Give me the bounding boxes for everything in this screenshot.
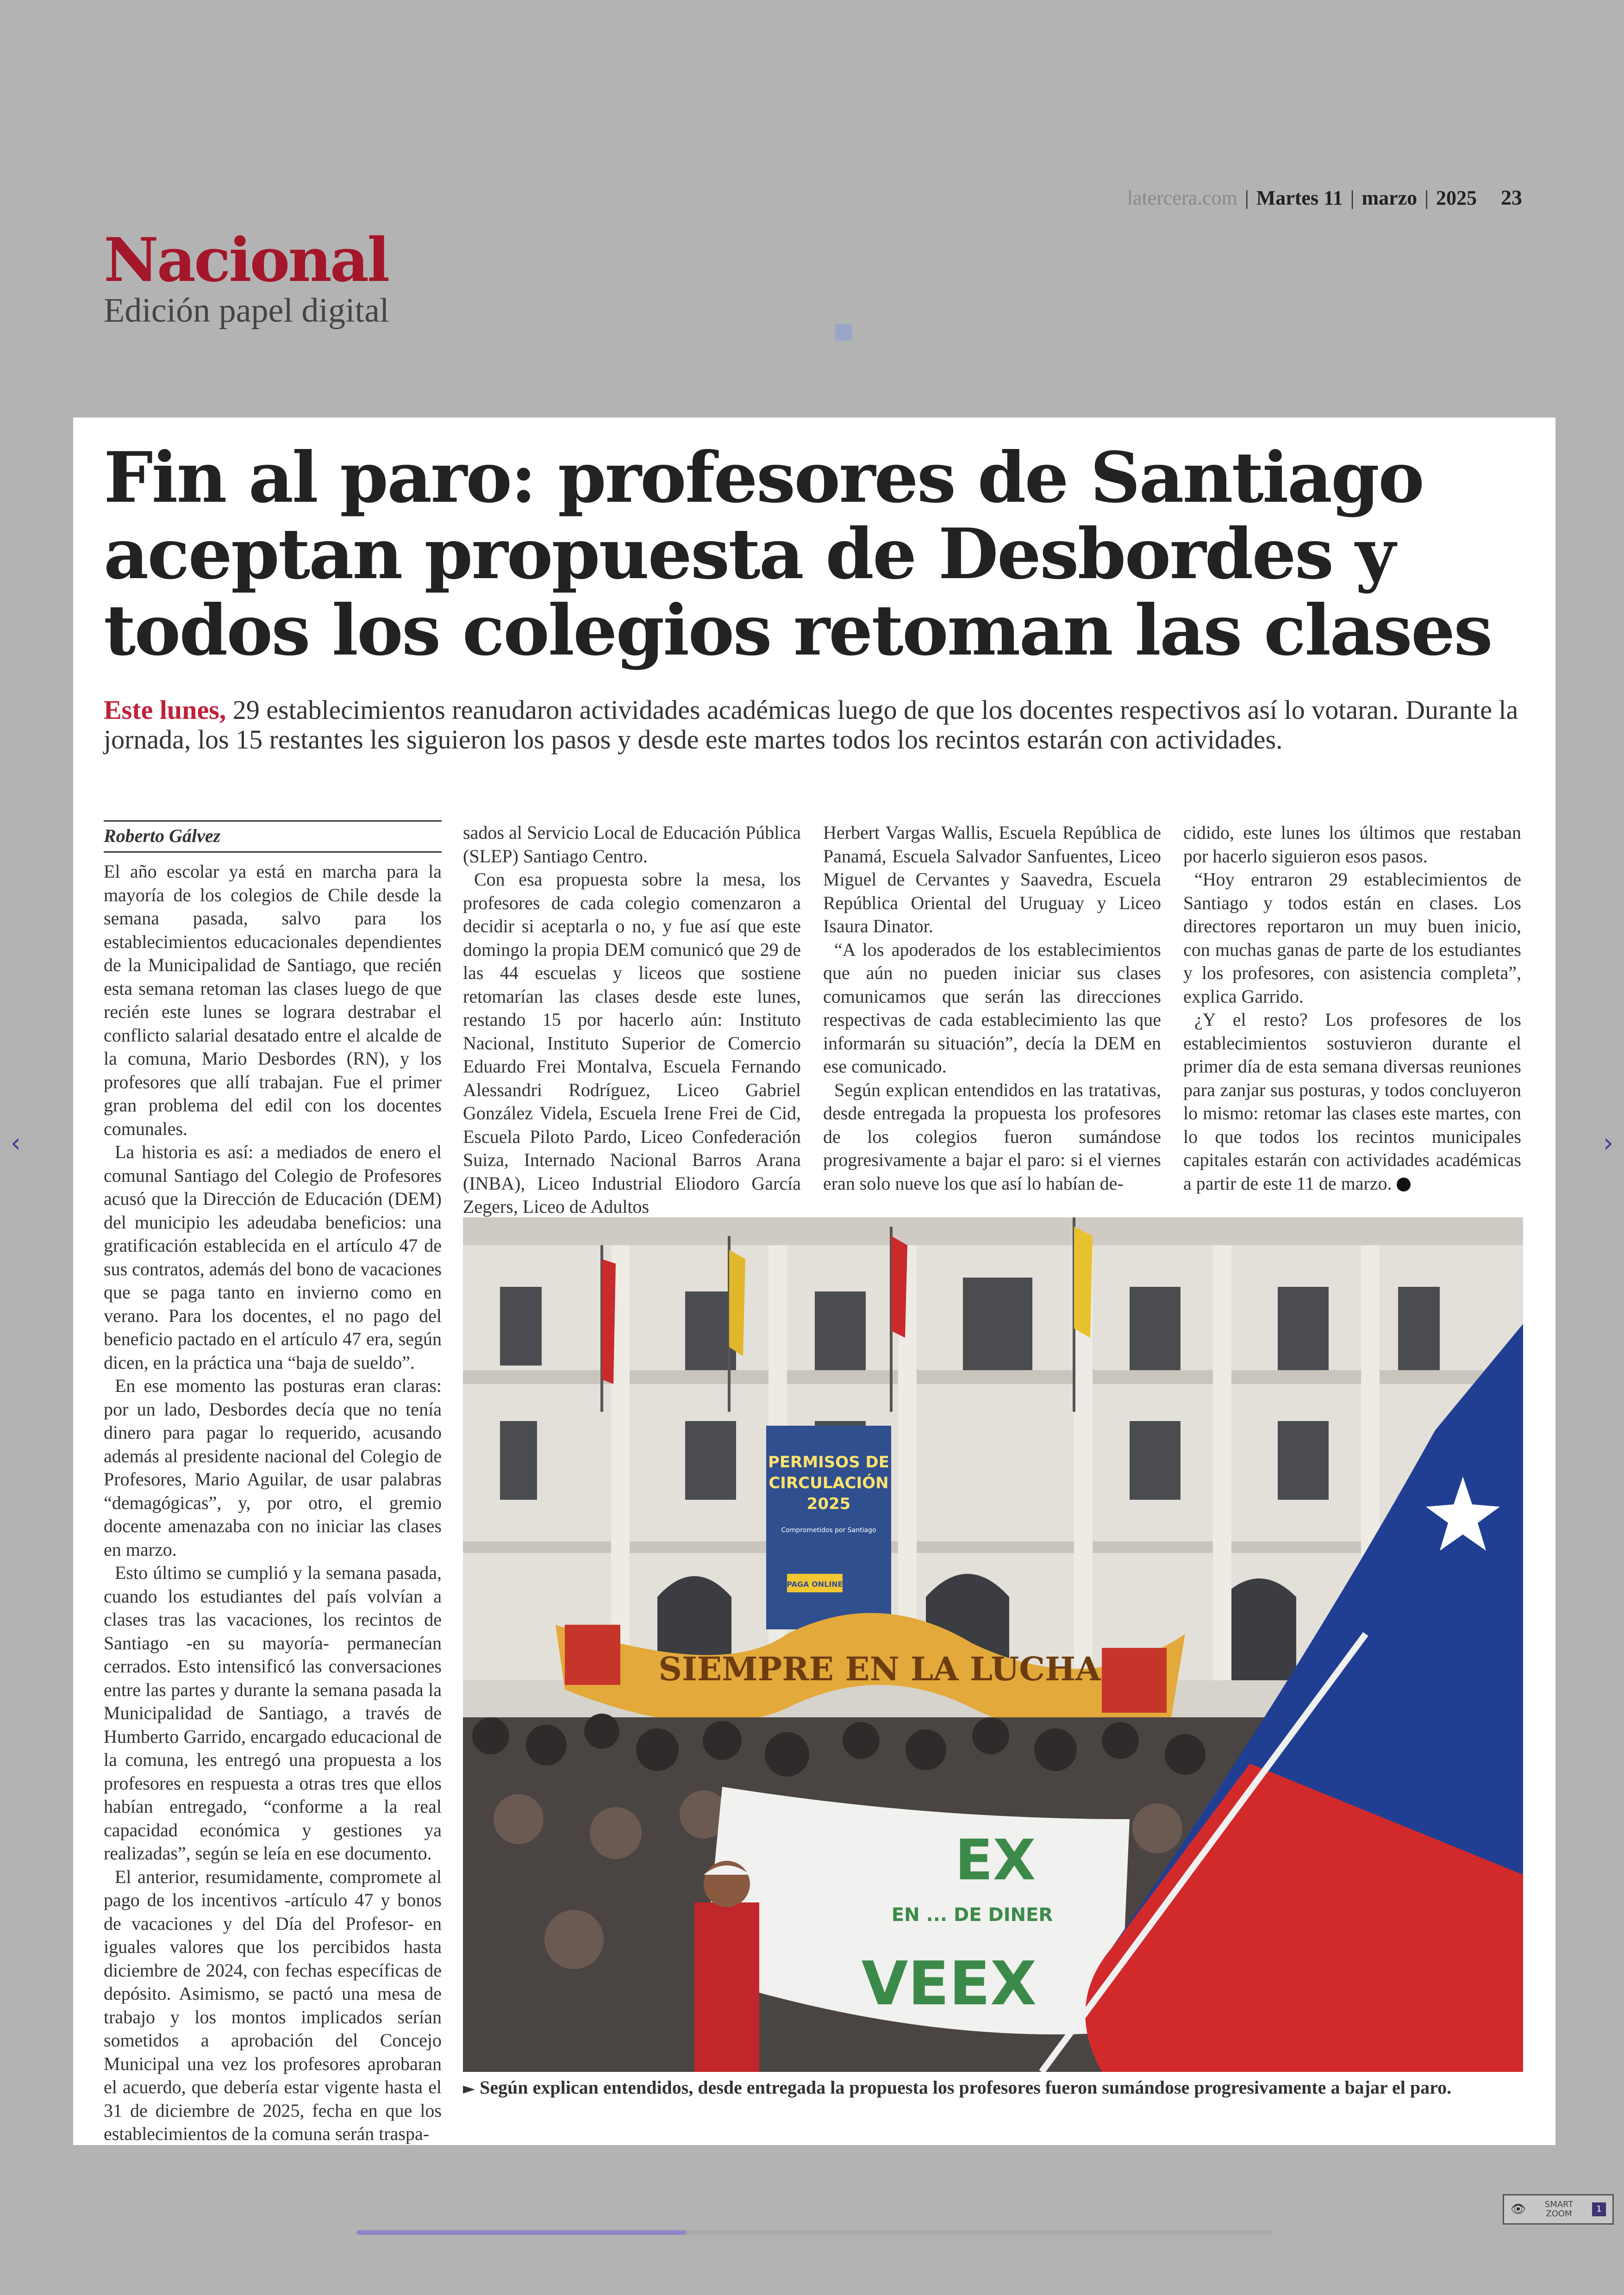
paragraph: La historia es así: a mediados de enero el comunal Santiago del Colegio de Profesores acusó que la Dirección de Educación (DEM) del municipio les adeudaba beneficios: una gratificación establecida en el artículo 47 de sus contratos, además del bono de vacaciones que se paga tanto en invierno como en verano. Para los docentes, el no pago del beneficio pactado en el artículo 47 era, según dicen, en la práctica una “baja de sueldo”. [104, 1141, 442, 1373]
section-title: Nacional [104, 225, 388, 295]
white-banner-sub: EN ... DE DINER [891, 1904, 1053, 1926]
paragraph: “A los apoderados de los establecimientos que aún no pueden iniciar sus clases comunicamos que serán las direcciones respectivas de cada establecimiento las que informarán su situación”, decía la DEM en ese comunicado. [823, 939, 1161, 1077]
article-photo[interactable] [463, 1217, 1523, 2072]
article-page [73, 418, 1555, 2145]
date-bar [1127, 185, 1522, 210]
page-marker-icon [835, 324, 852, 341]
paragraph: Con esa propuesta sobre la mesa, los profesores de cada colegio comenzaron a decidir si aceptarla o no, y fue así que este domingo la propia DEM comunicó que 29 de las 44 escuelas y liceos que sostiene retomarían las clases desde este lunes, restando 15 por hacerlo aún: Instituto Nacional, Instituto Superior de Comercio Eduardo Frei Montalva, Escuela Fernando Alessandri Rodríguez, Liceo Gabriel González Videla, Escuela Irene Frei de Cid, Escuela Piloto Pardo, Liceo Confederación Suiza, Internado Nacional Barros Arana (INBA), Liceo Industrial Eliodoro García Zegers, Liceo de Adultos [463, 869, 801, 1217]
section-subtitle: Edición papel digital [104, 291, 389, 330]
paragraph: En ese momento las posturas eran claras: por un lado, Desbordes decía que no tenía dinero para pagar lo requerido, acusando además al presidente nacional del Colegio de Profesores, Mario Aguilar, de usar palabras “demagógicas”, y, por otro, el gremio docente amenazaba con no iniciar las clases en marzo. [104, 1375, 442, 1560]
paragraph [1183, 1008, 1521, 1195]
separator: | [1244, 187, 1249, 209]
paragraph: Según explican entendidos en las tratativas, desde entregada la propuesta los profesores de los colegios fueron sumándose progresivamente a bajar el paro: si el viernes eran solo nueve los que así lo habían de- [823, 1079, 1161, 1194]
paragraph: sados al Servicio Local de Educación Pública (SLEP) Santiago Centro. [463, 822, 801, 867]
site-name[interactable]: latercera.com [1127, 187, 1237, 209]
paragraph: El año escolar ya está en marcha para la mayoría de los colegios de Chile desde la semana pasada, salvo para los establecimientos educacionales dependientes de la Municipalidad de Santiago, que recién esta semana retoman las clases luego de que recién este lunes se lograra destrabar el conflicto salarial desatado entre el alcalde de la comuna, Mario Desbordes (RN), y los profesores que allí trabajan. Fue el primer gran problema del edil con los docentes comunales. [104, 861, 442, 1139]
smart-zoom-button[interactable] [1503, 2194, 1614, 2225]
smart-zoom-badge: 1 [1592, 2202, 1606, 2216]
separator: | [1350, 187, 1355, 209]
column-1 [104, 820, 442, 2146]
date-year: 2025 [1436, 187, 1477, 209]
caption-arrow-icon: ► [463, 2079, 475, 2098]
paragraph: Esto último se cumplió y la semana pasada, cuando los estudiantes del país volvían a clases tras las vacaciones, los recintos de Santiago -en su mayoría- permanecían cerrados. Esto intensificó las conversaciones entre las partes y durante la semana pasada la Municipalidad de Santiago, a través de Humberto Garrido, encargado educacional de la comuna, les entregó una propuesta a los profesores en respuesta a otras tres que ellos habían entregado, “conforme a la real capacidad económica y gestiones ya realizadas”, según se leía en ese documento. [104, 1562, 442, 1864]
dek-lead: Este lunes, [104, 695, 226, 725]
separator: | [1424, 187, 1429, 209]
page-scrollbar[interactable] [356, 2230, 1273, 2235]
column-2 [463, 821, 801, 1219]
yellow-banner-text: SIEMPRE EN LA LUCHA [658, 1650, 1101, 1688]
eye-icon: 👁 [1511, 2202, 1526, 2216]
paragraph: cidido, este lunes los últimos que restaban por hacerlo siguieron esos pasos. [1183, 822, 1521, 867]
paragraph: Herbert Vargas Wallis, Escuela República de Panamá, Escuela Salvador Sanfuentes, Liceo Miguel de Cervantes y Saavedra, Escuela República Oriental del Uruguay y Liceo Isaura Dinator. [823, 822, 1161, 936]
scrollbar-thumb[interactable] [356, 2230, 687, 2235]
date-month: marzo [1362, 187, 1418, 209]
banner-pay: PAGA ONLINE [787, 1580, 843, 1589]
byline: Roberto Gálvez [104, 820, 442, 853]
date-day: Martes 11 [1256, 187, 1343, 209]
banner-year: 2025 [806, 1495, 851, 1513]
chevron-left-icon[interactable]: ‹ [10, 1128, 21, 1158]
paragraph-text: ¿Y el resto? Los profesores de los establecimientos sostuvieron durante el primer día de esta semana diversas reuniones para zanjar sus posturas, y todos concluyeron lo mismo: retomar las clases este martes, con lo que todos los recintos municipales capitales estarán con actividades académicas a partir de este 11 de marzo. [1183, 1009, 1521, 1194]
paragraph: “Hoy entraron 29 establecimientos de Santiago y todos están en clases. Los directores reportaron un muy buen inicio, con muchas ganas de parte de los estudiantes y los profesores, con asistencia completa”, explica Garrido. [1183, 869, 1521, 1007]
dek-text: 29 establecimientos reanudaron actividades académicas luego de que los docentes respectivos así lo votaran. Durante la jornada, los 15 restantes les siguieron los pasos y desde este martes todos los recintos estarán con actividades. [104, 695, 1518, 755]
white-banner-text: VEEX [861, 1948, 1037, 2019]
end-mark-icon [1397, 1178, 1411, 1191]
paragraph: El anterior, resumidamente, compromete al pago de los incentivos -artículo 47 y bonos de vacaciones y del Día del Profesor- en iguales valores que los percibidos hasta diciembre de 2024, con fechas específicas de depósito. Asimismo, se pactó una mesa de trabajo y los montos implicados serían sometidos a aprobación del Concejo Municipal una vez los profesores aprobaran el acuerdo, que debería estar vigente hasta el 31 de diciembre de 2025, fecha en que los establecimientos de la comuna serán traspa- [104, 1866, 442, 2144]
page-number: 23 [1501, 186, 1522, 209]
photo-caption [463, 2075, 1523, 2102]
white-banner-text: EX [955, 1828, 1036, 1893]
caption-text: Según explican entendidos, desde entregada la propuesta los profesores fueron sumándose progresivamente a bajar el paro. [480, 2077, 1452, 2098]
smart-zoom-label-2: ZOOM [1546, 2209, 1572, 2219]
headline: Fin al paro: profesores de Santiago aceptan propuesta de Desbordes y todos los colegios retoman las clases [104, 437, 1492, 671]
banner-title: CIRCULACIÓN [768, 1474, 889, 1492]
smart-zoom-label [1545, 2200, 1573, 2219]
chevron-right-icon[interactable]: › [1603, 1128, 1614, 1158]
column-4 [1183, 821, 1521, 1195]
section-header [104, 225, 389, 330]
protest-photo [463, 1217, 1523, 2072]
column-3 [823, 821, 1161, 1195]
banner-sub: Comprometidos por Santiago [781, 1527, 876, 1534]
banner-title: PERMISOS DE [768, 1453, 889, 1472]
smart-zoom-label-1: SMART [1544, 2200, 1574, 2209]
dek [104, 695, 1520, 755]
